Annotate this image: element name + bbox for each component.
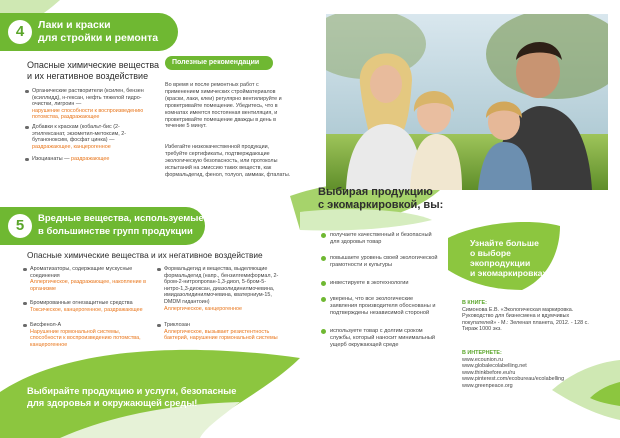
bullet-icon: [321, 233, 326, 238]
section-5-item: [164, 322, 288, 342]
section-4-subhead-line1: Опасные химические вещества: [27, 60, 160, 70]
section-5-subhead: Опасные химические вещества и их негативное воздействие: [27, 250, 263, 260]
eco-heading-line1: Выбирая продукцию: [318, 186, 433, 198]
section-4-number: 4: [8, 20, 32, 44]
section-5-number: 5: [8, 214, 32, 238]
substance-text: Формальдегид и вещества, выделяющие формальдегид (напр., бензилгемиформал, 2-бром-2-нитропропан-1,3-диол, 5-бром-5-нитро-1,3-диоксан, диазолидинилмочевина, имидазолидинилмочевина, кватерниум-15, DMDM гидантоин): [164, 266, 279, 305]
benefit-item: [330, 280, 440, 287]
learn-more-line2: о выборе: [470, 248, 511, 258]
section-4-item: [32, 124, 150, 150]
bullet-icon: [25, 158, 29, 162]
section-4-title-line1: Лаки и краски: [38, 19, 111, 31]
section-5-header: [0, 207, 205, 245]
section-5-title-line1: Вредные вещества, используемые: [38, 213, 204, 224]
bullet-icon: [157, 268, 161, 272]
substance-text: Триклозан: [164, 322, 191, 328]
benefit-text: используете товар с долгим сроком службы, который наносит минимальный ущерб окружающей среде: [330, 328, 435, 348]
substance-effect: раздражающее, канцерогенное: [32, 143, 111, 150]
section-4-item: [32, 156, 150, 163]
recommendations-paragraph-2: Избегайте низкокачественной продукции, требуйте сертификаты, подтверждающие экологическую безопасность, или протоколы испытаний на эмиссию таких веществ, как формальдегид, фенол, толуол, аммиак, фталаты.: [165, 144, 291, 178]
family-photo: [326, 14, 608, 190]
bullet-icon: [25, 126, 29, 130]
bullet-icon: [321, 297, 326, 302]
bullet-icon: [157, 324, 161, 328]
substance-text: Органические растворители (ксилен, бензен (ксиллидд), н-гексан, нефть тяжелой гидро-очистки, лигроин —: [32, 88, 144, 108]
section-4-subhead-line2: и их негативное воздействие: [27, 71, 149, 81]
benefit-text: повышаете уровень своей экологической грамотности и культуры: [330, 255, 438, 268]
section-4-item: [32, 88, 150, 121]
internet-label: В ИНТЕРНЕТЕ:: [462, 350, 502, 356]
internet-block: [462, 350, 602, 389]
section-5-title-line2: в большинстве групп продукции: [38, 226, 193, 237]
substance-effect: Нарушение гормональной системы, способности к воспроизведению потомства, канцерогенное: [30, 328, 141, 348]
bullet-icon: [23, 268, 27, 272]
eco-heading-line2: с экомаркировкой, вы:: [318, 199, 444, 211]
substance-text: Добавки к краскам (кобальт-бис (2-этилгексанат, экзометил-метоксим, 2-бутаноноксим, фосфат цинка) —: [32, 124, 127, 144]
substance-effect: Аллергическое, раздражающее, накопление в организме: [30, 279, 147, 292]
link-item[interactable]: www.thinkbefore.eu/ru: [462, 369, 516, 376]
section-5-item: [164, 266, 288, 312]
benefit-item: [330, 255, 440, 269]
learn-more-line4: и экомаркировках: [470, 268, 548, 278]
substance-text: Изоцианаты —: [32, 156, 70, 162]
section-5-item: [30, 322, 150, 348]
benefit-text: уверены, что все экологические заявления производителя обоснованы и подтверждены независимой стороной: [330, 296, 436, 316]
substance-text: Бромированные огнезащитные средства: [30, 300, 133, 306]
substance-effect: Аллергическое, вызывает резистентность бактерий, нарушение гормональной системы: [164, 328, 278, 342]
substance-effect: раздражающее: [70, 156, 110, 162]
benefit-text: инвестируете в экотехнологии: [330, 280, 409, 286]
link-item[interactable]: www.greenpeace.org: [462, 382, 513, 389]
benefit-item: [330, 296, 440, 317]
section-5-item: [30, 300, 150, 313]
recommendations-label-text: Полезные рекомендации: [172, 59, 260, 66]
bottom-banner-line2: для здоровья и окружающей среды!: [27, 398, 198, 408]
recommendations-paragraph-1: Во время и после ремонтных работ с применением химических стройматериалов (краски, лаки, клеи) регулярно вентилируйте и проветривайте помещение. Убедитесь, что в комнатах имеется постоянная вентиляция, и проветривайте помещение дважды в день в течение 5 минут.: [165, 82, 282, 130]
substance-text: Ароматизаторы, содержащие мускусные соединения: [30, 266, 133, 279]
benefit-item: [330, 328, 440, 349]
bullet-icon: [321, 256, 326, 261]
books-block: [462, 300, 592, 333]
link-item[interactable]: www.ecounion.ru: [462, 356, 504, 363]
learn-more-line3: экопродукции: [470, 258, 531, 268]
bullet-icon: [25, 90, 29, 94]
benefit-item: [330, 232, 440, 246]
books-text: Симонова Е.В. «Экологическая маркировка. Руководство для бизнесмена и вдумчивых покупателей» - М.: Зеленая планета, 2012. - 128 с. Тираж 1000 экз.: [462, 306, 589, 332]
link-item[interactable]: www.globalecolabelling.net: [462, 363, 527, 369]
section-5-item: [30, 266, 150, 292]
bullet-icon: [23, 324, 27, 328]
learn-more-line1: Узнайте больше: [470, 238, 539, 248]
books-label: В КНИГЕ:: [462, 300, 487, 306]
bullet-icon: [321, 329, 326, 334]
bottom-banner-line1: Выбирайте продукцию и услуги, безопасные: [27, 386, 237, 396]
substance-effect: Токсическое, канцерогенное, раздражающее: [30, 306, 143, 313]
section-4-header: [0, 13, 178, 51]
substance-text: Бисфенол-А: [30, 322, 62, 328]
section-4-title-line2: для стройки и ремонта: [38, 32, 159, 44]
substance-effect: нарушение способности к воспроизведению потомства, раздражающее: [32, 107, 144, 121]
bullet-icon: [321, 281, 326, 286]
substance-effect: Аллергическое, канцерогенное: [164, 305, 243, 312]
bullet-icon: [23, 302, 27, 306]
link-item[interactable]: www.pinterest.com/ecobureau/ecolabelling: [462, 376, 565, 382]
benefit-text: получаете качественный и безопасный для здоровья товар: [330, 232, 432, 245]
